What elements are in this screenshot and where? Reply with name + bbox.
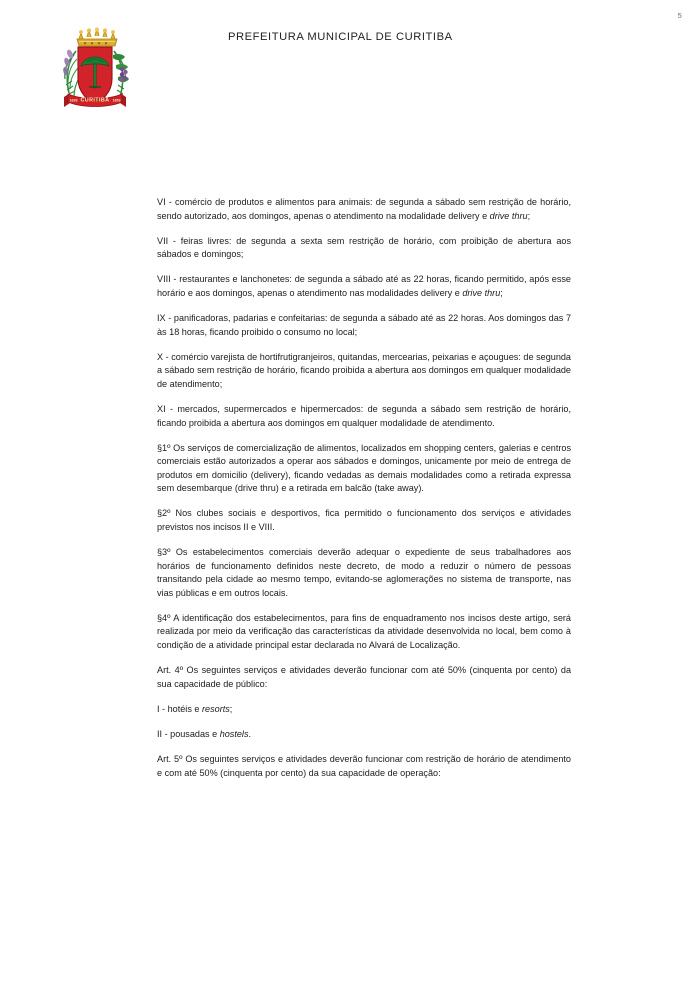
- svg-text:CURITIBA: CURITIBA: [80, 97, 110, 104]
- emphasis-term: drive thru: [489, 210, 528, 221]
- paragraph-inciso-xi: XI - mercados, supermercados e hipermercados: de segunda a sábado sem restrição de horário, ficando proibida a abertura aos domingos em qualquer modalidade de atendimento.: [157, 403, 571, 428]
- paragraph-inciso-vi: VI - comércio de produtos e alimentos para animais: de segunda a sábado sem restrição de horário, sendo autorizado, aos domingos, apenas o atendimento na modalidade delivery e drive thru;: [157, 197, 571, 221]
- paragraph-inciso-vii: VII - feiras livres: de segunda a sexta sem restrição de horário, com proibição de abertura aos sábados e domingos;: [157, 235, 571, 260]
- paragraph-inciso-x: X - comércio varejista de hortifrutigranjeiros, quitandas, mercearias, peixarias e açougues: de segunda a sábado sem restrição de horário, ficando proibida a abertura aos domingos em qualquer modalidade de atendimento;: [157, 351, 571, 389]
- svg-text:1853: 1853: [112, 98, 121, 103]
- emphasis-term: drive thru: [462, 287, 501, 298]
- page-number: 5: [677, 11, 682, 20]
- paragraph-artigo-4-inciso-ii: II - pousadas e hostels.: [157, 728, 252, 739]
- header-title: PREFEITURA MUNICIPAL DE CURITIBA: [228, 31, 453, 43]
- coat-of-arms-icon: [56, 21, 134, 109]
- document-body: [157, 196, 571, 780]
- paragraph-paragrafo-3: §3º Os estabelecimentos comerciais deverão adequar o expediente de seus trabalhadores aos horários de funcionamento definidos neste decreto, de modo a reduzir o número de pessoas transitando pela cidade ao mesmo tempo, evitando-se aglomerações no sistema de transporte, nas vias públicas e em outros locais.: [157, 547, 571, 598]
- paragraph-artigo-5: Art. 5º Os seguintes serviços e atividades deverão funcionar com restrição de horário de atendimento e com até 50% (cinquenta por cento) da sua capacidade de operação:: [157, 754, 571, 778]
- svg-text:1693: 1693: [69, 98, 78, 103]
- paragraph-paragrafo-4: §4º A identificação dos estabelecimentos, para fins de enquadramento nos incisos deste artigo, será realizada por meio da verificação das características da atividade desenvolvida no local, bem como à condição de a atividade principal estar declarada no Alvará de Localização.: [157, 612, 571, 651]
- paragraph-artigo-4: Art. 4º Os seguintes serviços e atividades deverão funcionar com até 50% (cinquenta por cento) da sua capacidade de público:: [157, 665, 571, 689]
- emphasis-term: hostels: [219, 728, 249, 739]
- document-header: [0, 0, 700, 120]
- paragraph-artigo-4-inciso-i: I - hotéis e resorts;: [157, 703, 233, 714]
- emphasis-term: resorts: [202, 703, 230, 714]
- paragraph-inciso-viii: VIII - restaurantes e lanchonetes: de segunda a sábado até as 22 horas, ficando permitido, após esse horário e aos domingos, apenas o atendimento nas modalidades delivery e drive thru;: [157, 274, 571, 298]
- paragraph-inciso-ix: IX - panificadoras, padarias e confeitarias: de segunda a sábado até as 22 horas. Aos domingos das 7 às 18 horas, ficando proibido o consumo no local;: [157, 313, 571, 337]
- paragraph-paragrafo-2: §2º Nos clubes sociais e desportivos, fica permitido o funcionamento dos serviços e atividades previstos nos incisos II e VIII.: [157, 508, 571, 532]
- paragraph-paragrafo-1: §1º Os serviços de comercialização de alimentos, localizados em shopping centers, galerias e centros comerciais estão autorizados a operar aos sábados e domingos, unicamente por meio de entrega de produtos em domicilio (delivery), ficando vedadas as demais modalidades como a retirada expressa sem desembarque (drive thru) e a retirada em balcão (take away).: [157, 442, 571, 494]
